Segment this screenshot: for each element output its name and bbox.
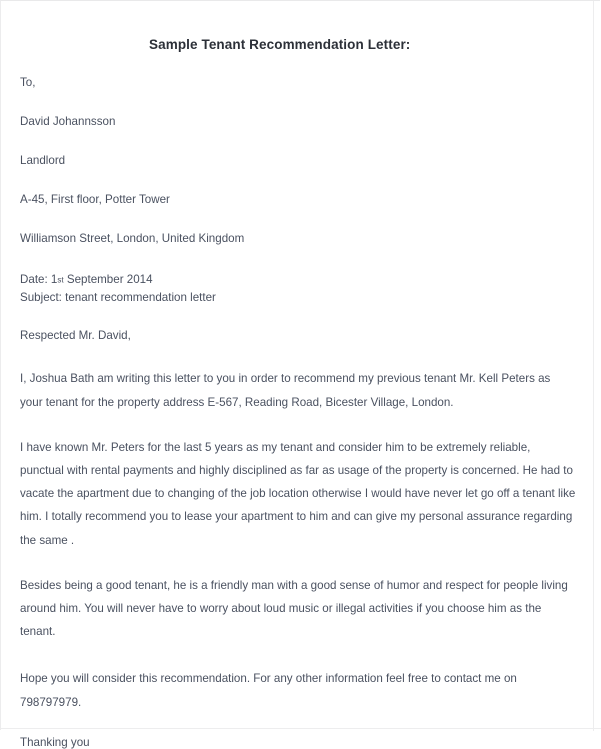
letter-paragraph-1: I, Joshua Bath am writing this letter to you in order to recommend my previous tenant Mr. Kell Peters as your tenant for the property address E-567, Reading Road, Bicester Village, London. [20,372,551,409]
letter-subject: Subject: tenant recommendation letter [20,290,216,304]
letter-date-prefix: Date: 1 [20,272,58,286]
letter-date-month-year: September 2014 [63,272,153,286]
recipient-role: Landlord [20,153,66,167]
letter-date [20,271,578,289]
letter-date-ordinal-suffix: st [57,274,64,284]
letter-signoff: Thanking you [20,735,90,749]
letter-paragraph-2: I have known Mr. Peters for the last 5 years as my tenant and consider him to be extremely reliable, punctual with rental payments and highly disciplined as far as usage of the property is concerned. He had to vacate the apartment due to changing of the job location otherwise I would have never let go off a tenant like him. I totally recommend you to lease your apartment to him and can give my personal assurance regarding the same . [20,440,576,547]
letter-body [20,1,578,749]
letter-salutation: Respected Mr. David, [20,329,131,343]
recipient-address-block [20,76,578,246]
letter-paragraph-4-closing: Hope you will consider this recommendation. For any other information feel free to contact me on 798797979. [20,672,517,709]
letter-meta-block [20,271,578,307]
recipient-address-line-1: A-45, First floor, Potter Tower [20,192,170,206]
letter-paragraph-3: Besides being a good tenant, he is a friendly man with a good sense of humor and respect for people living around him. You will never have to worry about loud music or illegal activities if you choose him as the tenant. [20,578,568,639]
recipient-name: David Johannsson [20,114,116,128]
page-border-right [593,1,594,731]
recipient-to-label: To, [20,76,36,89]
recipient-address-line-2: Williamson Street, London, United Kingdom [20,231,245,245]
page-title: Sample Tenant Recommendation Letter: [149,37,411,52]
